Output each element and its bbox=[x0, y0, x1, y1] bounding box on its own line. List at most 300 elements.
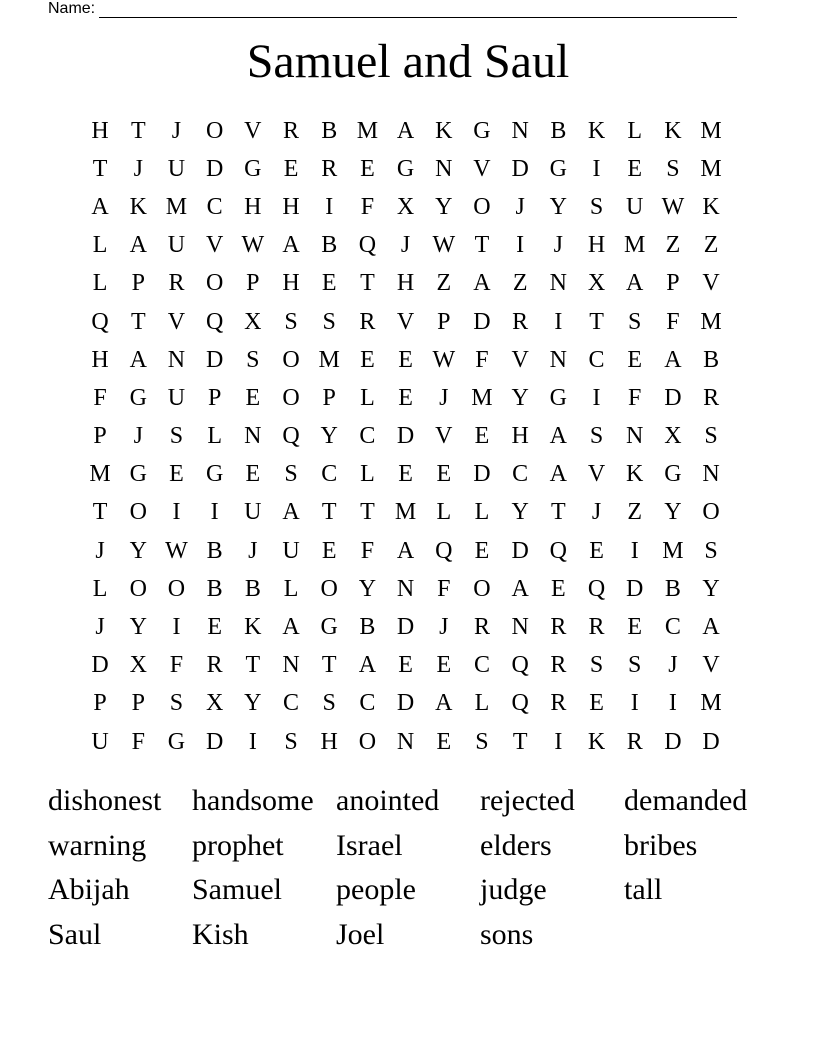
grid-letter: Y bbox=[549, 193, 568, 220]
grid-letter: R bbox=[206, 652, 223, 679]
grid-letter: A bbox=[282, 499, 300, 526]
grid-letter: J bbox=[95, 537, 105, 564]
grid-letter: E bbox=[627, 155, 643, 182]
grid-letter: N bbox=[511, 117, 529, 144]
grid-letter: A bbox=[511, 575, 529, 602]
grid-letter: D bbox=[396, 614, 415, 641]
grid-letter: A bbox=[702, 614, 720, 641]
word-list-item: prophet bbox=[192, 828, 284, 862]
grid-letter: C bbox=[359, 423, 376, 450]
grid-letter: P bbox=[93, 690, 107, 717]
grid-letter: I bbox=[210, 499, 219, 526]
grid-letter: L bbox=[474, 499, 490, 526]
grid-letter: M bbox=[356, 117, 379, 144]
word-list-item: Joel bbox=[336, 917, 385, 951]
grid-letter: Q bbox=[435, 537, 453, 564]
grid-letter: F bbox=[93, 384, 107, 411]
grid-letter: G bbox=[205, 461, 224, 488]
grid-letter: H bbox=[91, 117, 109, 144]
grid-letter: U bbox=[244, 499, 262, 526]
grid-letter: W bbox=[241, 232, 265, 259]
grid-letter: A bbox=[396, 117, 415, 144]
grid-letter: N bbox=[396, 728, 415, 755]
grid-letter: I bbox=[592, 384, 601, 411]
grid-letter: J bbox=[400, 232, 411, 259]
grid-letter: H bbox=[396, 270, 415, 297]
grid-letter: T bbox=[474, 232, 490, 259]
grid-letter: T bbox=[551, 499, 566, 526]
grid-letter: I bbox=[516, 232, 525, 259]
word-list-item: warning bbox=[48, 828, 147, 862]
grid-letter: B bbox=[206, 537, 223, 564]
grid-letter: C bbox=[359, 690, 376, 717]
grid-letter: T bbox=[130, 308, 146, 335]
grid-letter: S bbox=[589, 652, 604, 679]
grid-letter: J bbox=[95, 614, 105, 641]
grid-letter: M bbox=[700, 690, 722, 717]
grid-letter: V bbox=[396, 308, 415, 335]
grid-letter: P bbox=[246, 270, 260, 297]
grid-letter: F bbox=[628, 384, 642, 411]
grid-letter: E bbox=[474, 537, 490, 564]
grid-letter: G bbox=[473, 117, 491, 144]
grid-letter: C bbox=[512, 461, 529, 488]
grid-letter: S bbox=[475, 728, 489, 755]
grid-letter: H bbox=[244, 193, 262, 220]
grid-letter: I bbox=[248, 728, 257, 755]
grid-letter: P bbox=[131, 690, 145, 717]
grid-letter: Z bbox=[436, 270, 452, 297]
grid-letter: L bbox=[283, 575, 299, 602]
grid-letter: L bbox=[360, 384, 375, 411]
grid-letter: X bbox=[587, 270, 606, 297]
grid-letter: P bbox=[437, 308, 451, 335]
grid-letter: K bbox=[702, 193, 720, 220]
grid-letter: D bbox=[473, 308, 491, 335]
grid-letter: D bbox=[511, 155, 529, 182]
grid-letter: E bbox=[321, 270, 337, 297]
grid-letter: W bbox=[432, 232, 456, 259]
grid-letter: A bbox=[91, 193, 109, 220]
grid-letter: L bbox=[360, 461, 375, 488]
grid-letter: A bbox=[473, 270, 491, 297]
grid-letter: L bbox=[627, 117, 643, 144]
grid-letter: G bbox=[129, 384, 147, 411]
grid-letter: J bbox=[553, 232, 564, 259]
grid-letter: R bbox=[473, 614, 490, 641]
grid-letter: V bbox=[511, 346, 529, 373]
grid-letter: G bbox=[664, 461, 682, 488]
grid-letter: O bbox=[702, 499, 720, 526]
grid-letter: N bbox=[549, 346, 568, 373]
grid-letter: V bbox=[702, 652, 720, 679]
grid-letter: E bbox=[398, 346, 413, 373]
grid-letter: F bbox=[360, 193, 375, 220]
grid-letter: R bbox=[550, 652, 567, 679]
grid-letter: M bbox=[318, 346, 340, 373]
grid-letter: Z bbox=[627, 499, 643, 526]
grid-letter: K bbox=[587, 117, 606, 144]
grid-letter: L bbox=[207, 423, 222, 450]
grid-letter: P bbox=[131, 270, 145, 297]
grid-letter: R bbox=[512, 308, 529, 335]
grid-letter: A bbox=[664, 346, 682, 373]
grid-letter: N bbox=[282, 652, 300, 679]
grid-letter: J bbox=[591, 499, 602, 526]
grid-letter: Q bbox=[282, 423, 300, 450]
grid-letter: M bbox=[471, 384, 493, 411]
grid-letter: T bbox=[245, 652, 261, 679]
grid-letter: M bbox=[89, 461, 111, 488]
grid-letter: N bbox=[626, 423, 644, 450]
grid-letter: R bbox=[550, 690, 567, 717]
grid-letter: C bbox=[473, 652, 490, 679]
grid-letter: E bbox=[398, 652, 413, 679]
grid-letter: E bbox=[398, 461, 413, 488]
grid-letter: D bbox=[511, 537, 529, 564]
grid-letter: J bbox=[668, 652, 678, 679]
word-list-item: Samuel bbox=[192, 873, 282, 906]
grid-letter: X bbox=[205, 690, 224, 717]
grid-letter: I bbox=[554, 728, 563, 755]
grid-letter: C bbox=[321, 461, 338, 488]
grid-letter: S bbox=[322, 308, 336, 335]
grid-letter: U bbox=[167, 155, 186, 182]
grid-letter: E bbox=[627, 346, 643, 373]
grid-letter: D bbox=[664, 728, 682, 755]
grid-letter: B bbox=[550, 117, 567, 144]
grid-letter: D bbox=[396, 423, 415, 450]
grid-letter: K bbox=[129, 193, 147, 220]
grid-letter: P bbox=[322, 384, 336, 411]
grid-letter: F bbox=[360, 537, 375, 564]
grid-letter: V bbox=[167, 308, 186, 335]
grid-letter: V bbox=[587, 461, 606, 488]
grid-letter: Z bbox=[512, 270, 528, 297]
grid-letter: V bbox=[205, 232, 224, 259]
grid-letter: T bbox=[360, 270, 375, 297]
grid-letter: T bbox=[130, 117, 146, 144]
word-list-item: Kish bbox=[192, 917, 249, 951]
grid-letter: M bbox=[700, 308, 722, 335]
grid-letter: B bbox=[321, 232, 338, 259]
grid-letter: T bbox=[321, 652, 337, 679]
grid-letter: X bbox=[396, 193, 415, 220]
grid-letter: G bbox=[320, 614, 338, 641]
grid-letter: S bbox=[628, 652, 642, 679]
grid-letter: D bbox=[473, 461, 491, 488]
grid-letter: B bbox=[321, 117, 338, 144]
grid-letter: Y bbox=[129, 614, 147, 641]
grid-letter: M bbox=[700, 155, 722, 182]
word-list-item: anointed bbox=[336, 784, 440, 817]
grid-letter: Q bbox=[511, 652, 529, 679]
grid-letter: S bbox=[589, 193, 604, 220]
grid-letter: U bbox=[91, 728, 109, 755]
grid-letter: I bbox=[668, 690, 677, 717]
grid-letter: I bbox=[172, 614, 181, 641]
grid-letter: D bbox=[205, 346, 224, 373]
word-list-item: tall bbox=[624, 873, 663, 906]
grid-letter: Q bbox=[91, 308, 109, 335]
grid-letter: N bbox=[396, 575, 415, 602]
word-list-item: Abijah bbox=[48, 873, 130, 906]
grid-letter: B bbox=[206, 575, 223, 602]
grid-letter: V bbox=[435, 423, 453, 450]
grid-letter: M bbox=[394, 499, 417, 526]
grid-letter: H bbox=[320, 728, 338, 755]
grid-letter: Q bbox=[587, 575, 606, 602]
grid-letter: O bbox=[473, 193, 491, 220]
grid-letter: S bbox=[589, 423, 604, 450]
grid-letter: G bbox=[129, 461, 147, 488]
grid-letter: W bbox=[432, 346, 456, 373]
grid-letter: A bbox=[396, 537, 415, 564]
word-list-item: dishonest bbox=[48, 784, 162, 817]
grid-letter: A bbox=[549, 461, 568, 488]
grid-letter: W bbox=[165, 537, 188, 564]
grid-letter: K bbox=[435, 117, 453, 144]
grid-letter: Y bbox=[129, 537, 147, 564]
grid-letter: U bbox=[167, 384, 186, 411]
word-list-item: bribes bbox=[624, 828, 698, 862]
grid-letter: G bbox=[396, 155, 415, 182]
grid-letter: S bbox=[628, 308, 642, 335]
grid-letter: E bbox=[360, 346, 375, 373]
grid-letter: X bbox=[129, 652, 147, 679]
grid-letter: S bbox=[322, 690, 336, 717]
grid-letter: E bbox=[436, 652, 452, 679]
grid-letter: O bbox=[205, 270, 224, 297]
grid-letter: B bbox=[244, 575, 261, 602]
grid-letter: D bbox=[205, 155, 224, 182]
grid-letter: O bbox=[129, 575, 147, 602]
grid-letter: O bbox=[473, 575, 491, 602]
grid-letter: N bbox=[244, 423, 262, 450]
grid-letter: E bbox=[245, 384, 261, 411]
word-list-item: rejected bbox=[480, 784, 575, 817]
grid-letter: E bbox=[283, 155, 299, 182]
grid-letter: H bbox=[511, 423, 529, 450]
grid-letter: Q bbox=[205, 308, 224, 335]
grid-letter: S bbox=[284, 461, 298, 488]
grid-letter: M bbox=[165, 193, 188, 220]
grid-letter: V bbox=[702, 270, 720, 297]
grid-letter: A bbox=[129, 346, 147, 373]
grid-letter: C bbox=[206, 193, 223, 220]
grid-letter: D bbox=[396, 690, 415, 717]
grid-letter: R bbox=[703, 384, 720, 411]
grid-letter: O bbox=[282, 346, 300, 373]
grid-letter: J bbox=[171, 117, 182, 144]
grid-letter: R bbox=[168, 270, 185, 297]
grid-letter: A bbox=[358, 652, 377, 679]
grid-letter: E bbox=[321, 537, 337, 564]
grid-letter: M bbox=[700, 117, 722, 144]
grid-letter: G bbox=[549, 384, 568, 411]
grid-letter: E bbox=[436, 728, 452, 755]
grid-letter: F bbox=[475, 346, 489, 373]
grid-letter: Q bbox=[511, 690, 529, 717]
grid-letter: T bbox=[321, 499, 337, 526]
grid-letter: Y bbox=[511, 384, 529, 411]
grid-letter: J bbox=[133, 423, 143, 450]
grid-letter: H bbox=[282, 193, 300, 220]
word-list-item: Saul bbox=[48, 917, 102, 951]
word-list bbox=[48, 779, 768, 957]
grid-letter: E bbox=[436, 461, 452, 488]
grid-letter: O bbox=[167, 575, 186, 602]
grid-letter: X bbox=[664, 423, 682, 450]
name-label: Name: bbox=[48, 0, 96, 17]
grid-letter: S bbox=[246, 346, 260, 373]
grid-letter: S bbox=[284, 728, 298, 755]
grid-letter: I bbox=[325, 193, 334, 220]
grid-letter: G bbox=[549, 155, 568, 182]
grid-letter: F bbox=[437, 575, 451, 602]
grid-letter: U bbox=[626, 193, 644, 220]
grid-letter: K bbox=[587, 728, 606, 755]
grid-letter: E bbox=[627, 614, 643, 641]
word-list-item: sons bbox=[480, 917, 534, 951]
grid-letter: Y bbox=[511, 499, 529, 526]
grid-letter: I bbox=[172, 499, 181, 526]
grid-letter: S bbox=[169, 423, 184, 450]
name-blank-line bbox=[99, 3, 737, 18]
grid-letter: T bbox=[589, 308, 604, 335]
grid-letter: K bbox=[664, 117, 682, 144]
grid-letter: P bbox=[93, 423, 107, 450]
grid-letter: S bbox=[666, 155, 680, 182]
grid-letter: F bbox=[131, 728, 145, 755]
grid-letter: S bbox=[169, 690, 184, 717]
word-list-item: judge bbox=[480, 873, 547, 906]
grid-letter: N bbox=[702, 461, 720, 488]
grid-letter: P bbox=[666, 270, 680, 297]
grid-letter: H bbox=[282, 270, 300, 297]
grid-letter: I bbox=[592, 155, 601, 182]
grid-letter: A bbox=[549, 423, 568, 450]
grid-letter: Y bbox=[320, 423, 338, 450]
grid-letter: S bbox=[704, 537, 718, 564]
grid-letter: Q bbox=[549, 537, 568, 564]
word-list-item: people bbox=[336, 873, 416, 906]
grid-letter: N bbox=[511, 614, 529, 641]
grid-letter: V bbox=[473, 155, 491, 182]
grid-letter: Y bbox=[664, 499, 682, 526]
grid-letter: H bbox=[91, 346, 109, 373]
word-list-item: demanded bbox=[624, 784, 748, 817]
grid-letter: E bbox=[360, 155, 375, 182]
grid-letter: J bbox=[439, 384, 449, 411]
grid-letter: N bbox=[435, 155, 453, 182]
grid-letter: A bbox=[282, 232, 300, 259]
grid-letter: O bbox=[129, 499, 147, 526]
grid-letter: O bbox=[358, 728, 377, 755]
grid-letter: K bbox=[626, 461, 644, 488]
grid-letter: X bbox=[244, 308, 262, 335]
grid-letter: R bbox=[588, 614, 605, 641]
grid-letter: D bbox=[91, 652, 109, 679]
grid-letter: L bbox=[474, 690, 490, 717]
grid-letter: O bbox=[205, 117, 224, 144]
grid-letter: M bbox=[624, 232, 646, 259]
grid-letter: E bbox=[589, 537, 604, 564]
grid-letter: S bbox=[704, 423, 718, 450]
grid-letter: S bbox=[284, 308, 298, 335]
grid-letter: P bbox=[207, 384, 222, 411]
word-list-item: handsome bbox=[192, 784, 314, 817]
grid-letter: R bbox=[550, 614, 567, 641]
word-list-item: elders bbox=[480, 828, 552, 862]
grid-letter: Z bbox=[703, 232, 719, 259]
grid-letter: O bbox=[282, 384, 300, 411]
grid-letter: D bbox=[702, 728, 720, 755]
grid-letter: J bbox=[248, 537, 258, 564]
grid-letter: D bbox=[664, 384, 682, 411]
grid-letter: A bbox=[129, 232, 147, 259]
grid-letter: B bbox=[664, 575, 681, 602]
grid-letter: L bbox=[92, 232, 108, 259]
grid-letter: J bbox=[133, 155, 143, 182]
grid-letter: U bbox=[167, 232, 186, 259]
word-list-item: Israel bbox=[336, 828, 403, 862]
grid-letter: I bbox=[554, 308, 563, 335]
grid-letter: E bbox=[474, 423, 490, 450]
letter-grid bbox=[81, 112, 730, 761]
grid-letter: C bbox=[588, 346, 605, 373]
grid-letter: C bbox=[664, 614, 681, 641]
grid-letter: R bbox=[359, 308, 376, 335]
grid-letter: J bbox=[439, 614, 449, 641]
grid-letter: K bbox=[244, 614, 262, 641]
grid-letter: V bbox=[244, 117, 262, 144]
grid-letter: L bbox=[92, 575, 108, 602]
page-title: Samuel and Saul bbox=[246, 35, 570, 88]
grid-letter: Z bbox=[665, 232, 681, 259]
grid-letter: G bbox=[167, 728, 186, 755]
grid-letter: H bbox=[587, 232, 606, 259]
grid-letter: M bbox=[662, 537, 684, 564]
grid-letter: E bbox=[589, 690, 604, 717]
grid-letter: T bbox=[360, 499, 375, 526]
grid-letter: O bbox=[320, 575, 338, 602]
grid-letter: J bbox=[515, 193, 525, 220]
grid-letter: L bbox=[92, 270, 108, 297]
grid-letter: E bbox=[398, 384, 413, 411]
grid-letter: Y bbox=[702, 575, 720, 602]
grid-letter: G bbox=[244, 155, 262, 182]
grid-letter: T bbox=[92, 499, 108, 526]
grid-letter: R bbox=[321, 155, 338, 182]
grid-letter: I bbox=[630, 690, 639, 717]
grid-letter: W bbox=[661, 193, 685, 220]
grid-letter: I bbox=[630, 537, 639, 564]
grid-letter: L bbox=[436, 499, 452, 526]
grid-letter: T bbox=[92, 155, 108, 182]
grid-letter: Y bbox=[244, 690, 262, 717]
name-field bbox=[48, 0, 737, 18]
grid-letter: N bbox=[549, 270, 568, 297]
grid-letter: F bbox=[666, 308, 680, 335]
grid-letter: N bbox=[167, 346, 186, 373]
grid-letter: Q bbox=[358, 232, 377, 259]
grid-letter: B bbox=[703, 346, 720, 373]
grid-letter: E bbox=[551, 575, 566, 602]
grid-letter: B bbox=[359, 614, 376, 641]
grid-letter: Y bbox=[358, 575, 377, 602]
grid-letter: Y bbox=[435, 193, 453, 220]
